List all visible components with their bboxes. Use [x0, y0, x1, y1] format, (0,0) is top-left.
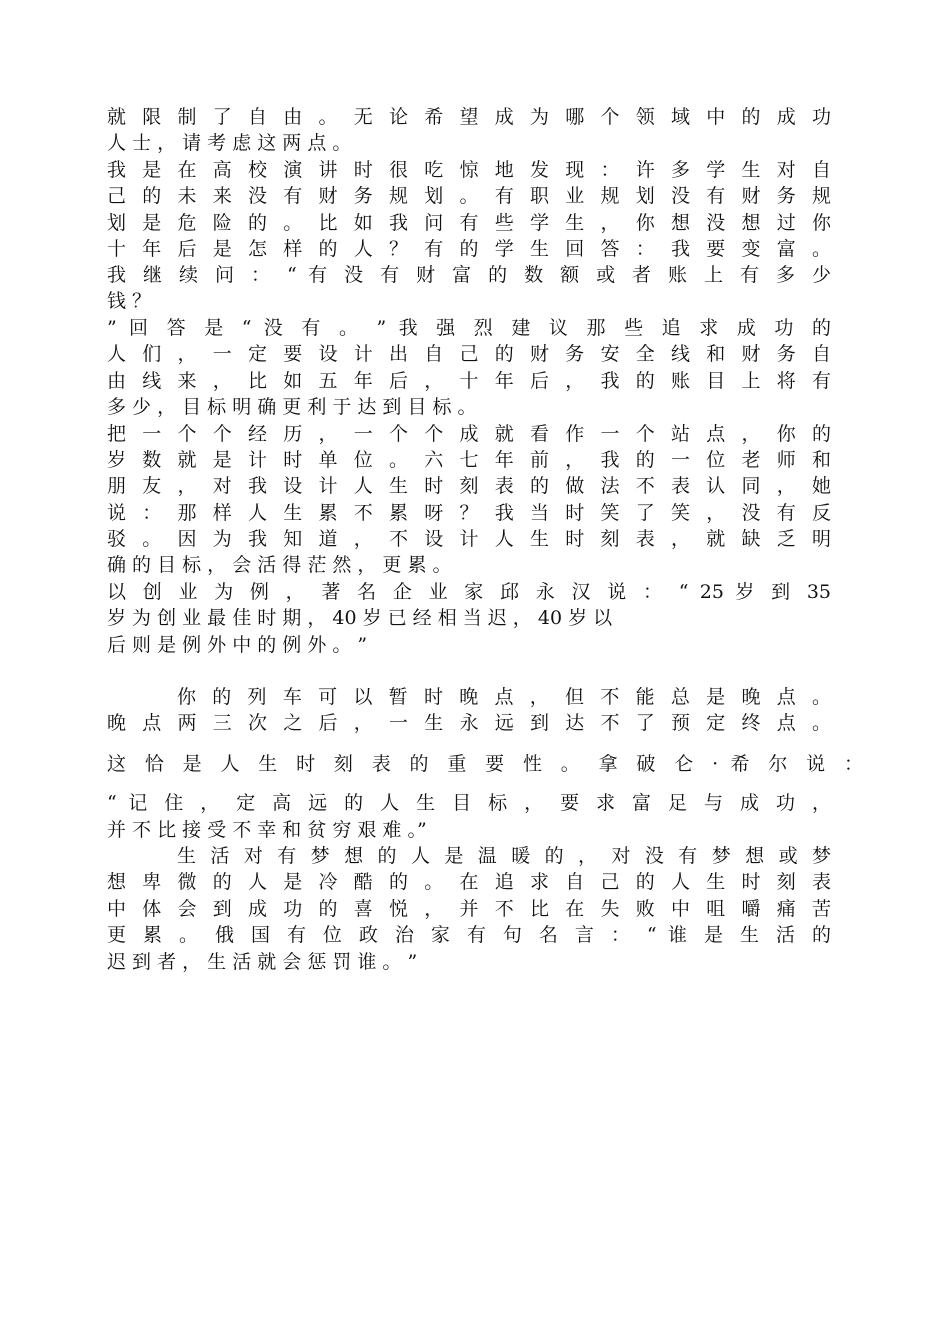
text-line-25: “ 记 住 ， 定 高 远 的 人 生 目 标 ， 要 求 富 足 与 成 功 ，: [107, 792, 831, 814]
text-line-29: 中 体 会 到 成 功 的 喜 悦 ， 并 不 比 在 失 败 中 咀 嚼 痛 苦: [107, 898, 831, 920]
text-line-16: 说 ： 那 样 人 生 累 不 累 呀 ？ 我 当 时 笑 了 笑 ， 没 有 反: [107, 502, 831, 524]
text-line-4: 己 的 未 来 没 有 财 务 规 划 。 有 职 业 规 划 没 有 财 务 规: [107, 185, 831, 207]
text-line-14: 岁 数 就 是 计 时 单 位 。 六 七 年 前 ， 我 的 一 位 老 师 和: [107, 449, 831, 471]
text-line-22: 你 的 列 车 可 以 暂 时 晚 点 ， 但 不 能 总 是 晚 点 。: [177, 686, 831, 708]
text-line-31: 迟 到 者 ， 生 活 就 会 惩 罚 谁 。 ”: [107, 951, 418, 973]
text-line-18: 确 的 目 标 ， 会 活 得 茫 然 ， 更 累 。: [107, 554, 452, 576]
text-line-28: 想 卑 微 的 人 是 冷 酷 的 。 在 追 求 自 己 的 人 生 时 刻 表: [107, 871, 831, 893]
text-line-30: 更 累 。 俄 国 有 位 政 治 家 有 句 名 言 ： “ 谁 是 生 活 的: [107, 924, 831, 946]
text-line-15: 朋 友 ， 对 我 设 计 人 生 时 刻 表 的 做 法 不 表 认 同 ， 她: [107, 475, 831, 497]
text-line-23: 晚 点 两 三 次 之 后 ， 一 生 永 远 到 达 不 了 预 定 终 点 。: [107, 712, 831, 734]
text-line-5: 划 是 危 险 的 。 比 如 我 问 有 些 学 生 ， 你 想 没 想 过 你: [107, 212, 831, 234]
text-line-27: 生 活 对 有 梦 想 的 人 是 温 暖 的 ， 对 没 有 梦 想 或 梦: [177, 845, 831, 867]
text-line-13: 把 一 个 个 经 历 ， 一 个 个 成 就 看 作 一 个 站 点 ， 你 的: [107, 423, 831, 445]
text-line-20: 岁 为 创 业 最 佳 时 期 ， 40 岁 已 经 相 当 迟 ， 40 岁 以: [107, 607, 613, 629]
text-line-11: 由 线 来 ， 比 如 五 年 后 ， 十 年 后 ， 我 的 账 目 上 将 有: [107, 370, 831, 392]
text-line-8: 钱 ？: [107, 290, 152, 312]
text-line-12: 多 少 ， 目 标 明 确 更 利 于 达 到 目 标 。: [107, 396, 477, 418]
text-line-17: 驳 。 因 为 我 知 道 ， 不 设 计 人 生 时 刻 表 ， 就 缺 乏 明: [107, 528, 831, 550]
text-line-24: 这 恰 是 人 生 时 刻 表 的 重 要 性 。 拿 破 仑 · 希 尔 说 ：: [107, 753, 863, 775]
text-line-19: 以 创 业 为 例 ， 著 名 企 业 家 邱 永 汉 说 ： “ 25 岁 到 35: [107, 581, 831, 603]
text-line-26: 并 不 比 接 受 不 幸 和 贫 穷 艰 难 。”: [107, 819, 427, 841]
text-line-6: 十 年 后 是 怎 样 的 人 ？ 有 的 学 生 回 答 ： 我 要 变 富 。: [107, 238, 831, 260]
text-line-2: 人 士 ， 请 考 虑 这 两 点 。: [107, 132, 352, 154]
text-line-9: ” 回 答 是 “ 没 有 。 ” 我 强 烈 建 议 那 些 追 求 成 功 的: [107, 317, 831, 339]
text-line-21: 后 则 是 例 外 中 的 例 外 。 ”: [107, 634, 368, 656]
text-line-3: 我 是 在 高 校 演 讲 时 很 吃 惊 地 发 现 ： 许 多 学 生 对 自: [107, 159, 831, 181]
text-line-10: 人 们 ， 一 定 要 设 计 出 自 己 的 财 务 安 全 线 和 财 务 自: [107, 343, 831, 365]
text-line-1: 就 限 制 了 自 由 。 无 论 希 望 成 为 哪 个 领 域 中 的 成 功: [107, 106, 831, 128]
text-line-7: 我 继 续 问 ： “ 有 没 有 财 富 的 数 额 或 者 账 上 有 多 少: [107, 264, 831, 286]
